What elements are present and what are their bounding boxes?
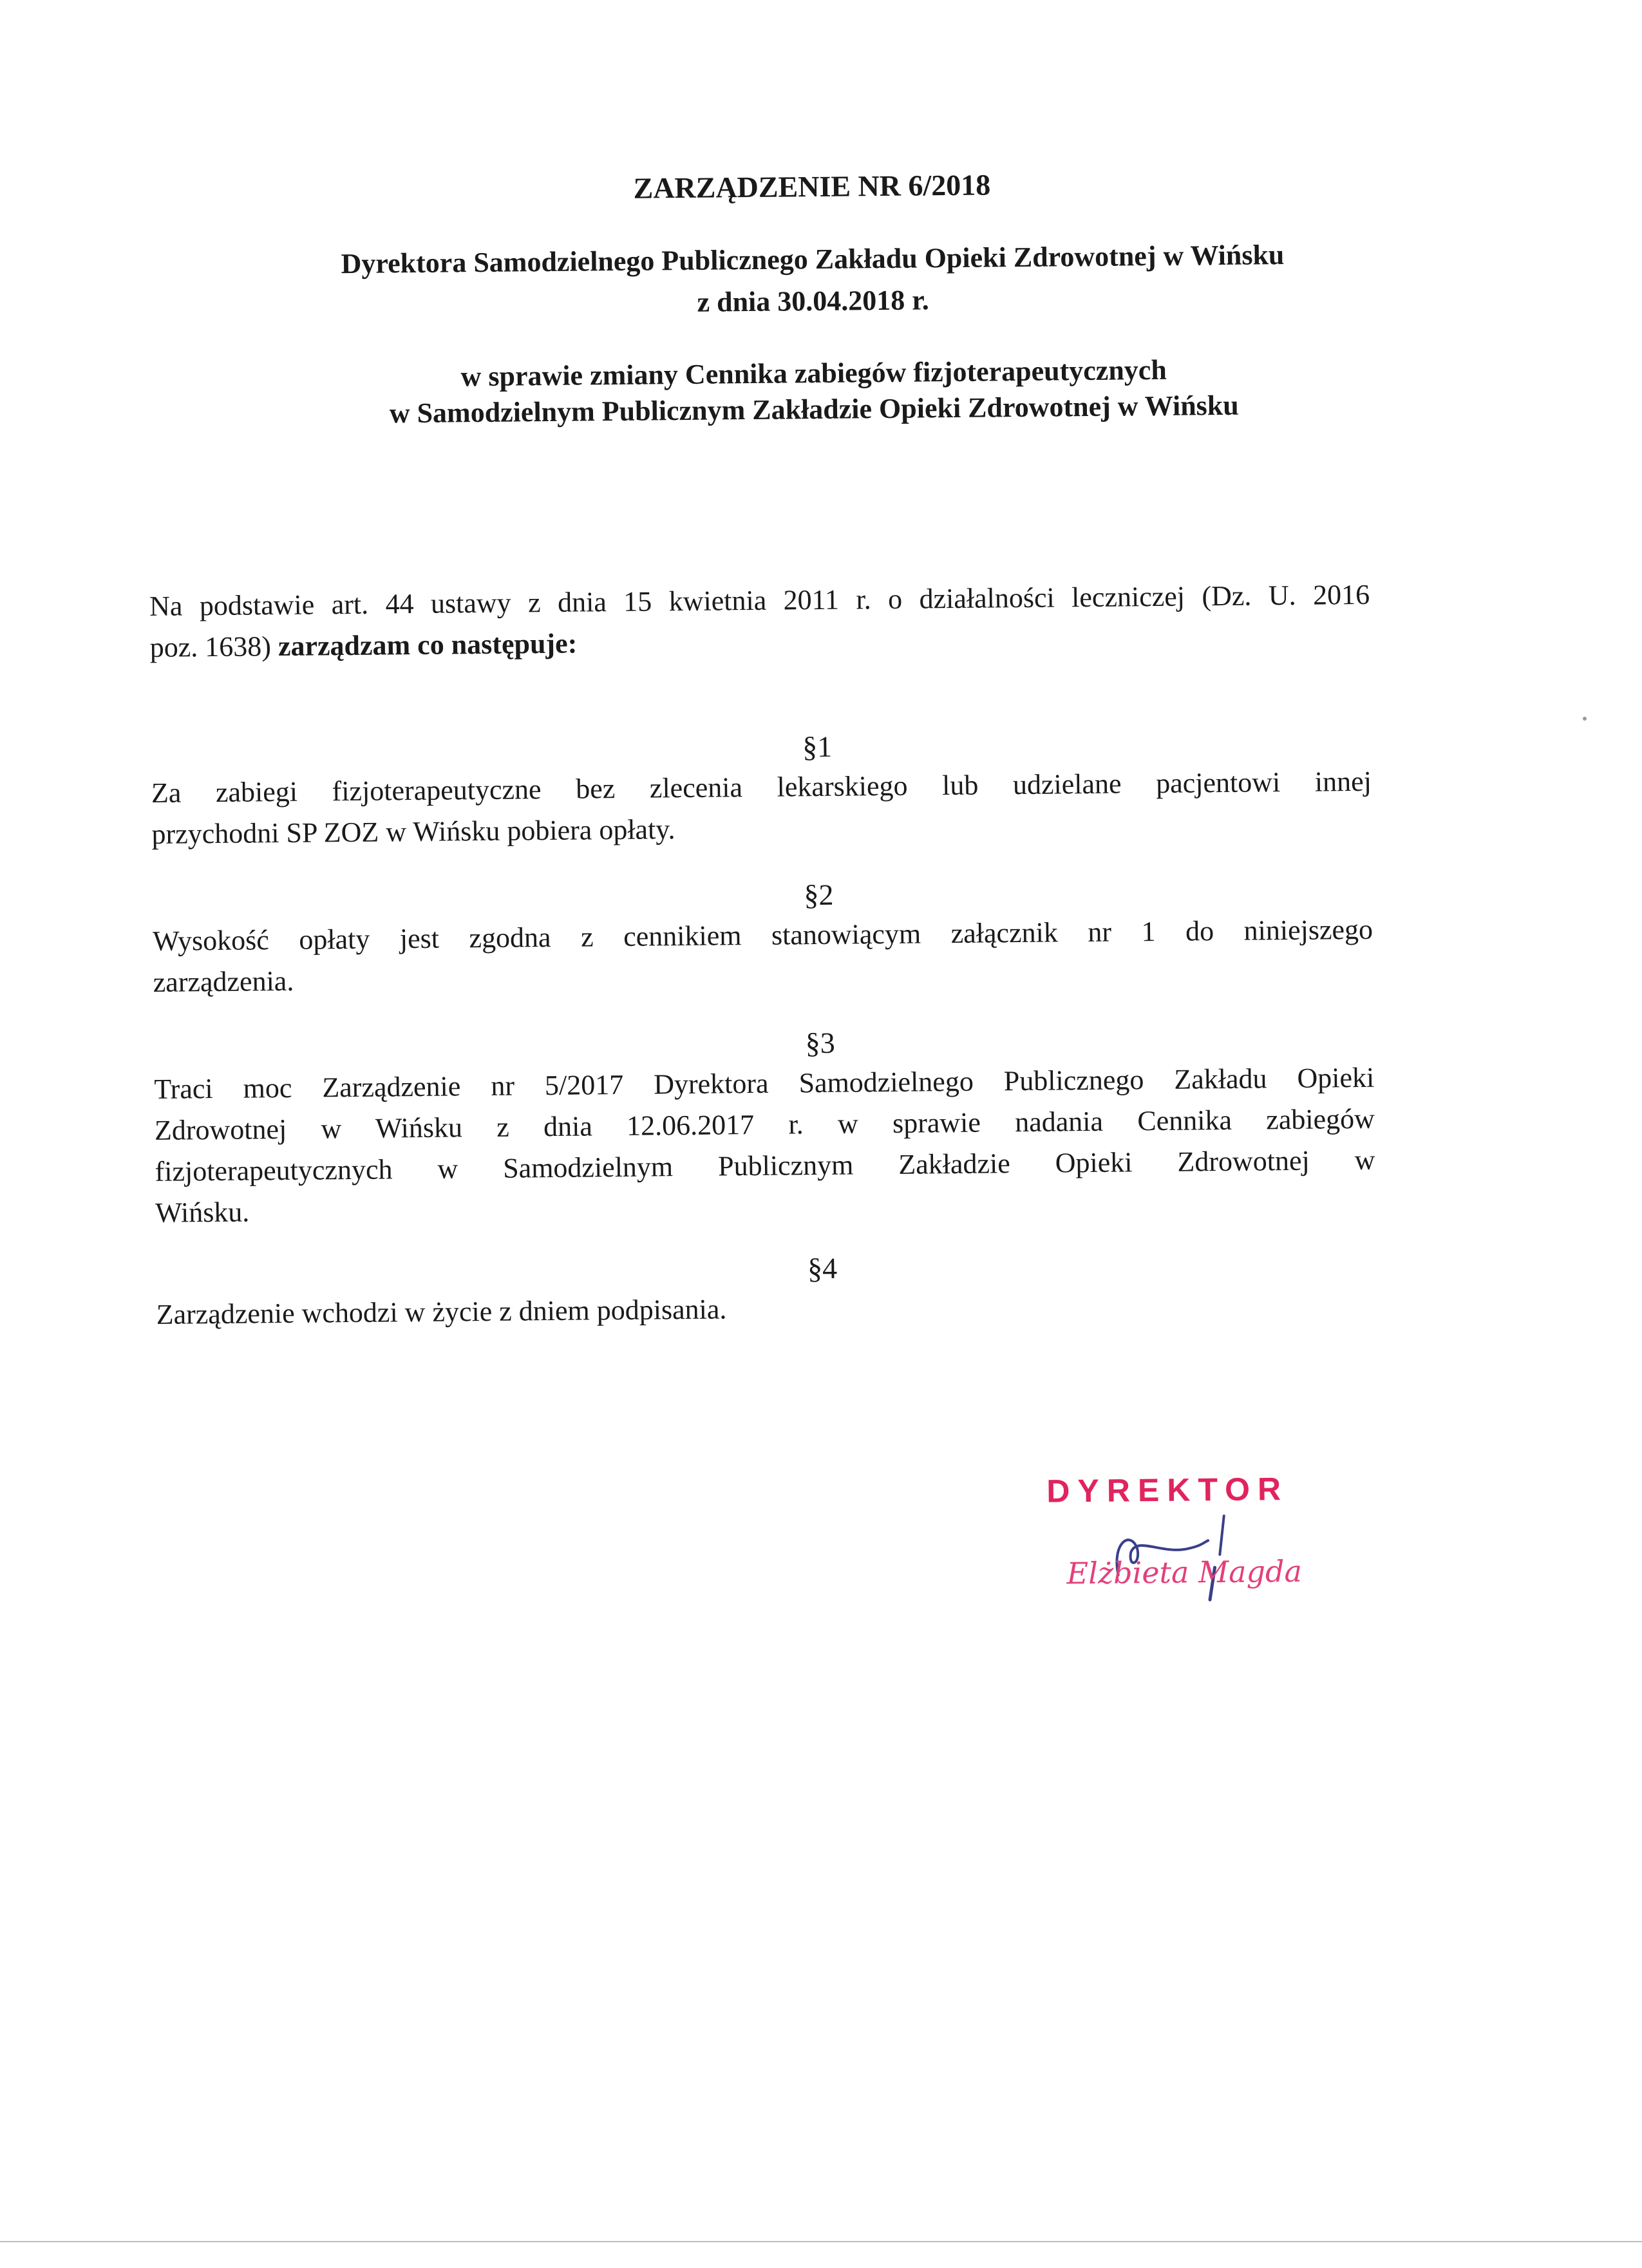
- section-mark-1: §1: [802, 730, 833, 764]
- section-mark-4: §4: [807, 1251, 838, 1285]
- scan-speck: [1583, 717, 1587, 721]
- section-4-line-1: Zarządzenie wchodzi w życie z dniem podpisania.: [156, 1293, 727, 1330]
- stamp-title: DYREKTOR: [1046, 1471, 1289, 1509]
- section-3-line-3: fizjoterapeutycznych w Samodzielnym Publicznym Zakładzie Opieki Zdrowotnej w: [155, 1144, 1375, 1187]
- scan-bottom-edge: [0, 2241, 1642, 2242]
- legal-basis-decree: zarządzam co następuje:: [278, 627, 578, 663]
- section-1-text: [151, 761, 1372, 855]
- section-mark-3: §3: [805, 1026, 835, 1060]
- section-3-text: [154, 1057, 1375, 1234]
- subject-line-2: w Samodzielnym Publicznym Zakładzie Opieki Zdrowotnej w Wińsku: [389, 389, 1239, 430]
- legal-basis: [149, 574, 1370, 668]
- section-1-line-2: przychodni SP ZOZ w Wińsku pobiera opłaty.: [151, 813, 675, 850]
- legal-basis-reference: poz. 1638): [149, 630, 272, 663]
- section-2-line-2: zarządzenia.: [153, 965, 294, 998]
- section-mark-2: §2: [804, 878, 834, 912]
- legal-basis-line-1: Na podstawie art. 44 ustawy z dnia 15 kwietnia 2011 r. o działalności leczniczej (Dz. U. 2016: [149, 578, 1370, 622]
- subject-line-1: w sprawie zmiany Cennika zabiegów fizjoterapeutycznych: [460, 354, 1167, 393]
- issue-date: z dnia 30.04.2018 r.: [697, 284, 929, 318]
- section-2-text: [153, 909, 1373, 1003]
- section-3-line-2: Zdrowotnej w Wińsku z dnia 12.06.2017 r. w sprawie nadania Cennika zabiegów: [154, 1102, 1375, 1146]
- section-2-line-1: Wysokość opłaty jest zgodna z cennikiem stanowiącym załącznik nr 1 do niniejszego: [152, 913, 1373, 957]
- section-3-line-1: Traci moc Zarządzenie nr 5/2017 Dyrektora Samodzielnego Publicznego Zakładu Opieki: [154, 1061, 1375, 1105]
- section-1-line-1: Za zabiegi fizjoterapeutyczne bez zlecenia lekarskiego lub udzielane pacjentowi innej: [151, 765, 1372, 809]
- issuer-line-1: Dyrektora Samodzielnego Publicznego Zakładu Opieki Zdrowotnej w Wińsku: [341, 239, 1285, 280]
- section-3-line-4: Wińsku.: [155, 1196, 250, 1229]
- stamp-name: Elżbieta Magda: [1066, 1553, 1303, 1591]
- document-title: ZARZĄDZENIE NR 6/2018: [633, 168, 991, 205]
